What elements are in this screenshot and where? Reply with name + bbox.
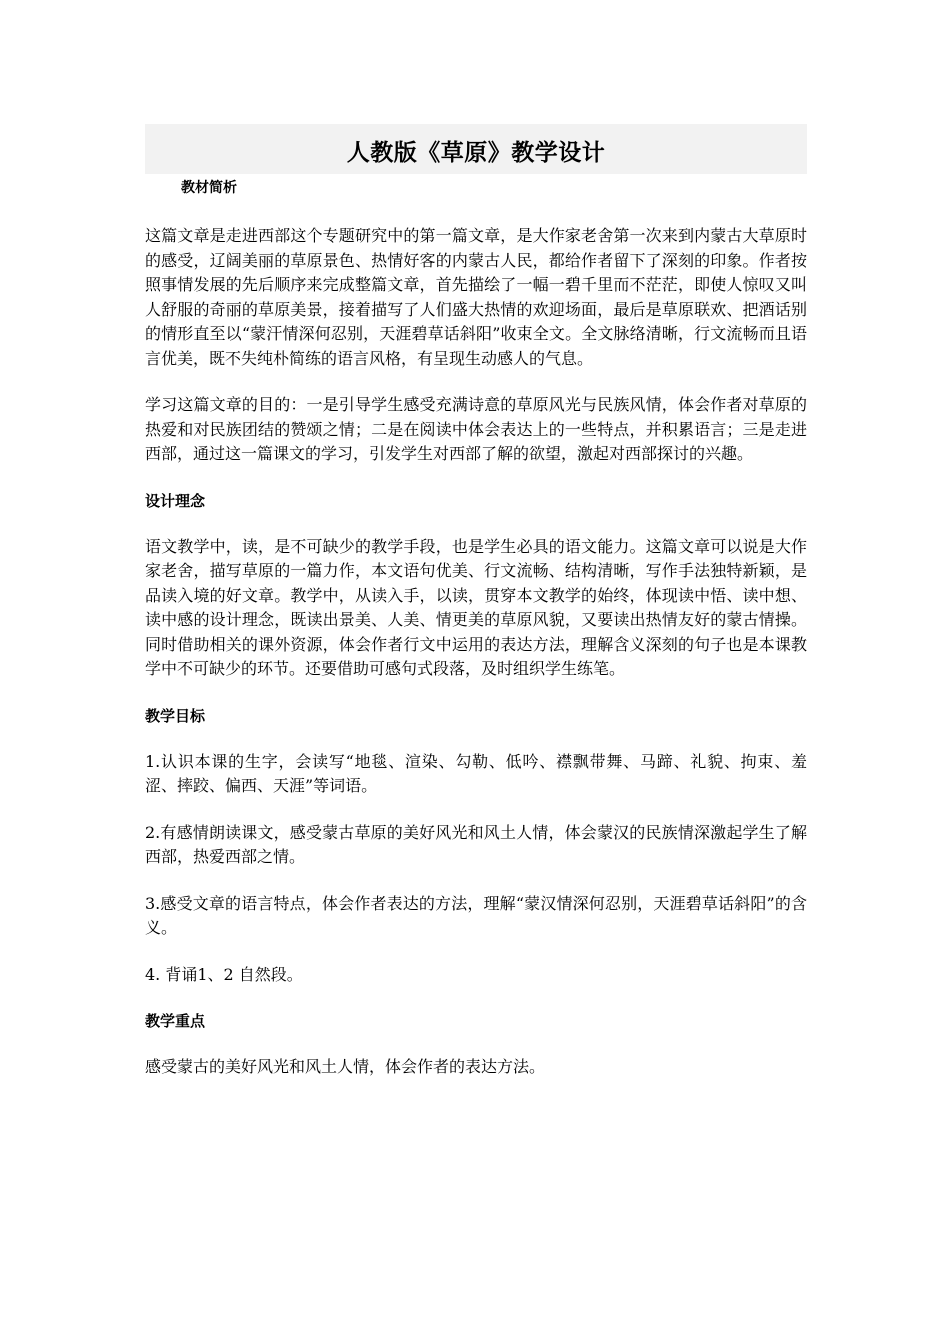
paragraph: 语文教学中，读，是不可缺少的教学手段，也是学生必具的语文能力。这篇文章可以说是大作家老舍，描写草原的一篇力作，本文语句优美、行文流畅、结构清晰，写作手法独特新颖，是品读入境的好文章。教学中，从读入手，以读，贯穿本文教学的始终，体现读中悟、读中想、读中感的设计理念，既读出景美、人美、情更美的草原风貌，又要读出热情友好的蒙古情操。同时借助相关的课外资源，体会作者行文中运用的表达方法，理解含义深刻的句子也是本课教学中不可缺少的环节。还要借助可感句式段落，及时组织学生练笔。 xyxy=(145,536,807,678)
document-page xyxy=(145,124,807,1080)
paragraph: 学习这篇文章的目的：一是引导学生感受充满诗意的草原风光与民族风情，体会作者对草原的热爱和对民族团结的赞颂之情；二是在阅读中体会表达上的一些特点，并积累语言；三是走进西部，通过这一篇课文的学习，引发学生对西部了解的欲望，激起对西部探讨的兴趣。 xyxy=(145,395,807,463)
document-title: 人教版《草原》教学设计 xyxy=(346,139,606,166)
list-item: 3.感受文章的语言特点，体会作者表达的方法，理解“蒙汉情深何忍别，天涯碧草话斜阳”的含义。 xyxy=(145,893,807,937)
section-heading-design-concept: 设计理念 xyxy=(145,491,206,510)
section-heading-teaching-focus: 教学重点 xyxy=(145,1012,206,1030)
section-heading-teaching-goals: 教学目标 xyxy=(145,706,206,725)
list-item: 1.认识本课的生字，会读写“地毯、渲染、勾勒、低吟、襟飘带舞、马蹄、礼貌、拘束、羞涩、摔跤、偏西、天涯”等词语。 xyxy=(145,751,807,795)
paragraph: 感受蒙古的美好风光和风土人情，体会作者的表达方法。 xyxy=(145,1057,546,1076)
list-item: 4. 背诵1、2 自然段。 xyxy=(145,964,303,984)
section-heading-textbook-analysis: 教材简析 xyxy=(181,180,237,196)
list-item: 2.有感情朗读课文，感受蒙古草原的美好风光和风土人情，体会蒙汉的民族情深激起学生了解西部，热爱西部之情。 xyxy=(145,822,807,866)
title-bar xyxy=(145,124,807,174)
paragraph: 这篇文章是走进西部这个专题研究中的第一篇文章，是大作家老舍第一次来到内蒙古大草原时的感受，辽阔美丽的草原景色、热情好客的内蒙古人民，都给作者留下了深刻的印象。作者按照事情发展的先后顺序来完成整篇文章，首先描绘了一幅一碧千里而不茫茫，即使人惊叹又叫人舒服的奇丽的草原美景，接着描写了人们盛大热情的欢迎场面，最后是草原联欢、把酒话别的情形直至以“蒙汗情深何忍别，天涯碧草话斜阳”收束全文。全文脉络清晰，行文流畅而且语言优美，既不失纯朴简练的语言风格，有呈现生动感人的气息。 xyxy=(145,226,807,368)
